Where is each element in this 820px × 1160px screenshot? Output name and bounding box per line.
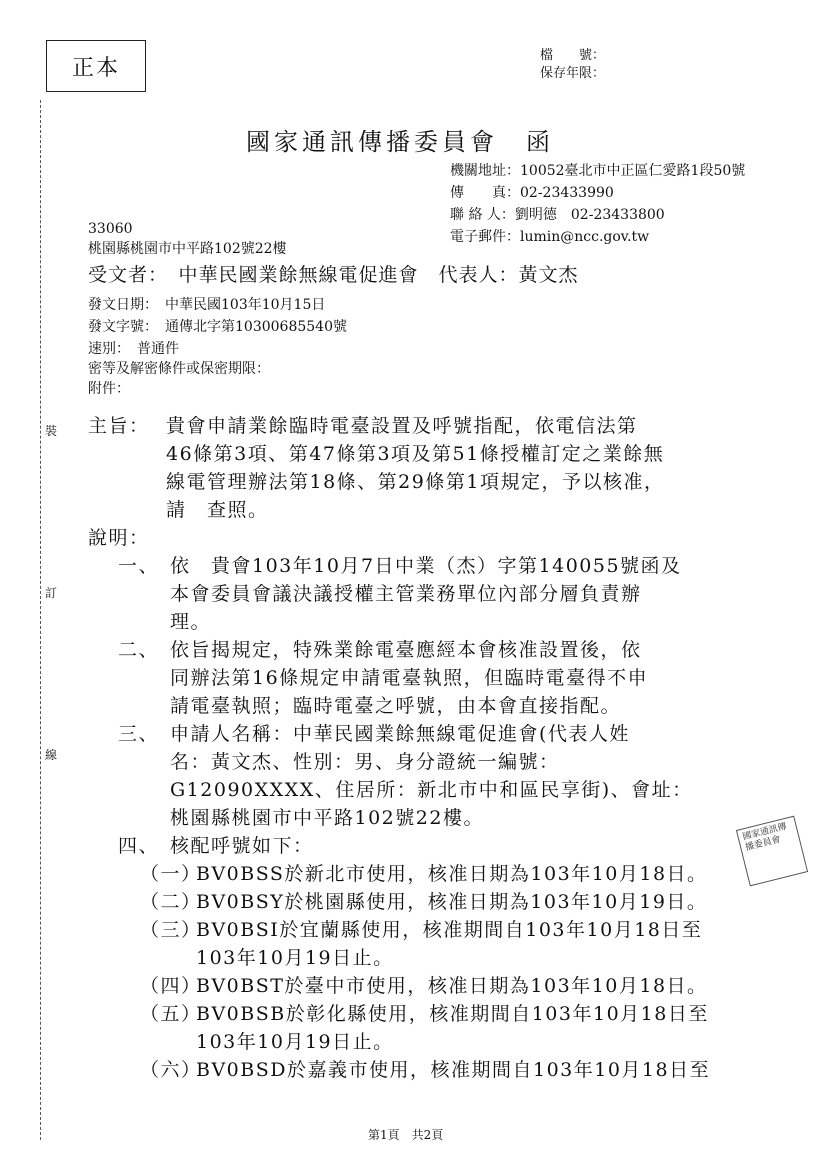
recipient-line: 受文者： 中華民國業餘無線電促進會 代表人：黃文杰 xyxy=(88,264,579,286)
subject-label: 主旨： xyxy=(88,415,150,437)
file-number-label: 檔 號： xyxy=(540,48,606,63)
binding-mark-middle: 訂 xyxy=(45,582,57,603)
retention-label: 保存年限： xyxy=(540,66,606,81)
explanation-label: 說明： xyxy=(88,527,150,549)
binding-dashed-line xyxy=(40,100,41,1140)
item-number: 二、 xyxy=(118,639,160,661)
meta-speed: 速別： 普通件 xyxy=(88,341,179,357)
subitem-line: BV0BSI於宜蘭縣使用，核准期間自103年10月18日至 xyxy=(196,919,703,941)
item-line: 核配呼號如下： xyxy=(170,835,314,857)
sender-address: 機關地址：10052臺北市中正區仁愛路1段50號 xyxy=(450,163,746,179)
binding-mark-top: 裝 xyxy=(45,420,57,441)
subject-line: 46條第3項、第47條第3項及第51條授權訂定之業餘無 xyxy=(166,443,665,465)
item-number: 四、 xyxy=(118,835,160,857)
item-line: 請電臺執照；臨時電臺之呼號，由本會直接指配。 xyxy=(170,695,622,717)
recipient-zip: 33060 xyxy=(88,221,133,237)
meta-secret: 密等及解密條件或保密期限： xyxy=(88,361,270,377)
original-copy-stamp: 正本 xyxy=(46,40,146,92)
item-line: 依 貴會103年10月7日中業（杰）字第140055號函及 xyxy=(170,555,682,577)
subitem-number: （四） xyxy=(140,975,202,997)
subitem-number: （五） xyxy=(140,1003,202,1025)
subitem-line: BV0BST於臺中市使用，核准日期為103年10月18日。 xyxy=(196,975,708,997)
subitem-line: BV0BSD於嘉義市使用，核准期間自103年10月18日至 xyxy=(196,1059,711,1081)
meta-doc-number: 發文字號： 通傳北字第10300685540號 xyxy=(88,319,347,335)
item-line: G12090XXXX、住居所：新北市中和區民享街)、會址： xyxy=(170,779,693,801)
subitem-line: BV0BSB於彰化縣使用，核准期間自103年10月18日至 xyxy=(196,1003,709,1025)
recipient-address: 桃園縣桃園市中平路102號22樓 xyxy=(88,241,287,257)
subitem-line: 103年10月19日止。 xyxy=(196,1031,394,1053)
subject-line: 請 查照。 xyxy=(166,499,269,521)
item-number: 一、 xyxy=(118,555,160,577)
item-line: 同辦法第16條規定申請電臺執照，但臨時電臺得不申 xyxy=(170,667,649,689)
page-title: 國家通訊傳播委員會 函 xyxy=(246,128,554,156)
subitem-line: BV0BSS於新北市使用，核准日期為103年10月18日。 xyxy=(196,863,708,885)
item-line: 依旨揭規定，特殊業餘電臺應經本會核准設置後，依 xyxy=(170,639,642,661)
subitem-number: （六） xyxy=(140,1059,202,1081)
subitem-number: （二） xyxy=(140,891,202,913)
sender-email: 電子郵件：lumin@ncc.gov.tw xyxy=(450,229,650,245)
item-line: 理。 xyxy=(170,611,212,633)
page-footer: 第1頁 共2頁 xyxy=(368,1128,444,1142)
item-line: 桃園縣桃園市中平路102號22樓。 xyxy=(170,807,484,829)
item-line: 本會委員會議決議授權主管業務單位內部分層負責辦 xyxy=(170,583,642,605)
subitem-line: BV0BSY於桃園縣使用，核准日期為103年10月19日。 xyxy=(196,891,708,913)
subject-line: 線電管理辦法第18條、第29條第1項規定，予以核准， xyxy=(166,471,665,493)
subitem-line: 103年10月19日止。 xyxy=(196,947,394,969)
subject-line: 貴會申請業餘臨時電臺設置及呼號指配，依電信法第 xyxy=(166,415,638,437)
subitem-number: （三） xyxy=(140,919,202,941)
item-line: 名：黃文杰、性別：男、身分證統一編號： xyxy=(170,751,560,773)
item-number: 三、 xyxy=(118,723,160,745)
meta-attachment: 附件： xyxy=(88,381,130,397)
sender-contact: 聯 絡 人：劉明德 02-23433800 xyxy=(450,207,665,223)
subitem-number: （一） xyxy=(140,863,202,885)
official-seal: 國家通訊傳播委員會 xyxy=(736,816,808,887)
meta-date: 發文日期： 中華民國103年10月15日 xyxy=(88,297,326,313)
binding-mark-bottom: 線 xyxy=(45,744,57,765)
item-line: 申請人名稱：中華民國業餘無線電促進會(代表人姓 xyxy=(170,723,630,745)
sender-fax: 傳 真：02-23433990 xyxy=(450,185,614,201)
